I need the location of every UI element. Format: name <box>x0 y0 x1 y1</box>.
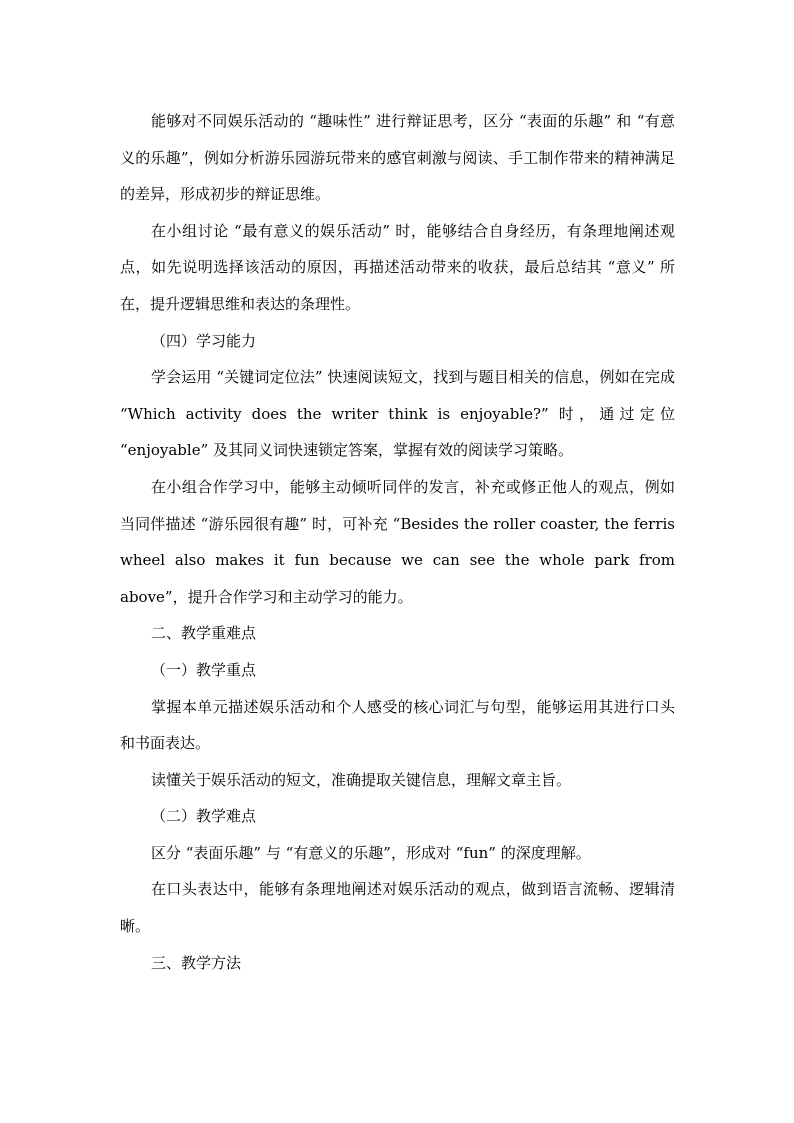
heading-teaching-difficulty: （二）教学难点 <box>151 807 257 826</box>
paragraph-oral-expression: 在口头表达中，能够有条理地阐述对娱乐活动的观点，做到语言流畅、逻辑清晰。 <box>120 880 675 936</box>
document-page <box>120 103 675 981</box>
paragraph-dialectical-thinking: 能够对不同娱乐活动的 “趣味性” 进行辩证思考，区分 “表面的乐趣” 和 “有意义的乐趣”，例如分析游乐园游玩带来的感官刺激与阅读、手工制作带来的精神满足的差异，形成初步的辩证思维。 <box>120 112 675 204</box>
paragraph-core-vocabulary: 掌握本单元描述娱乐活动和个人感受的核心词汇与句型，能够运用其进行口头和书面表达。 <box>120 697 675 753</box>
heading-key-difficult-points: 二、教学重难点 <box>151 624 257 643</box>
paragraph-cooperative-learning: 在小组合作学习中，能够主动倾听同伴的发言，补充或修正他人的观点，例如当同伴描述 “游乐园很有趣” 时，可补充 “Besides the roller coaster, the ferris wheel also makes it fun because we can see the whole park from above”，提升合作学习和主动学习的能力。 <box>120 477 675 606</box>
paragraph-group-discussion: 在小组讨论 “最有意义的娱乐活动” 时，能够结合自身经历，有条理地阐述观点，如先说明选择该活动的原因，再描述活动带来的收获，最后总结其 “意义” 所在，提升逻辑思维和表达的条理性。 <box>120 221 675 313</box>
paragraph-distinguish-fun: 区分 “表面乐趣” 与 “有意义的乐趣”，形成对 “fun” 的深度理解。 <box>151 843 591 862</box>
heading-teaching-focus: （一）教学重点 <box>151 660 257 679</box>
paragraph-reading-comprehension: 读懂关于娱乐活动的短文，准确提取关键信息，理解文章主旨。 <box>151 770 572 789</box>
heading-teaching-methods: 三、教学方法 <box>151 953 242 972</box>
heading-learning-ability: （四）学习能力 <box>151 331 257 350</box>
paragraph-keyword-locating: 学会运用 “关键词定位法” 快速阅读短文，找到与题目相关的信息，例如在完成 “Which activity does the writer think is enjoyable?” 时，通过定位 “enjoyable” 及其同义词快速锁定答案，掌握有效的阅读学习策略。 <box>120 368 675 460</box>
